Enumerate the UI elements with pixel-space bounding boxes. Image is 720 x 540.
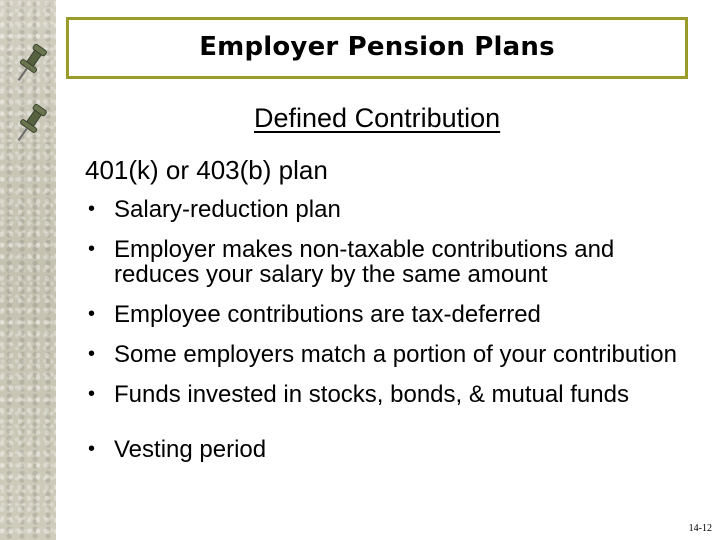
bullet-text: Vesting period bbox=[114, 436, 267, 463]
bullet-item bbox=[86, 382, 696, 407]
bullet-item bbox=[86, 237, 696, 287]
title-box bbox=[66, 17, 688, 79]
page-number: 14-12 bbox=[688, 523, 712, 534]
plan-type-heading: 401(k) or 403(b) plan bbox=[85, 155, 328, 185]
bullet-marker: • bbox=[88, 198, 96, 220]
bullet-item bbox=[86, 197, 696, 222]
bullet-marker: • bbox=[88, 343, 96, 365]
section-heading: Defined Contribution bbox=[254, 103, 501, 133]
bullet-item bbox=[86, 302, 696, 327]
bullet-list bbox=[86, 197, 696, 477]
bullet-text: Funds invested in stocks, bonds, & mutual funds bbox=[114, 381, 629, 408]
bullet-text: Some employers match a portion of your contribution bbox=[114, 341, 677, 368]
pushpin-icon bbox=[8, 42, 52, 86]
bullet-text: Employee contributions are tax-deferred bbox=[114, 301, 541, 328]
bullet-marker: • bbox=[88, 238, 96, 260]
bullet-text: Employer makes non-taxable contributions and reduces your salary by the same amount bbox=[114, 236, 615, 288]
slide-title: Employer Pension Plans bbox=[199, 32, 555, 62]
bullet-marker: • bbox=[88, 438, 96, 460]
bullet-text: Salary-reduction plan bbox=[114, 196, 341, 223]
bullet-item bbox=[86, 437, 696, 462]
pushpin-icon bbox=[8, 102, 52, 146]
bullet-marker: • bbox=[88, 383, 96, 405]
bullet-item bbox=[86, 342, 696, 367]
bullet-marker: • bbox=[88, 303, 96, 325]
